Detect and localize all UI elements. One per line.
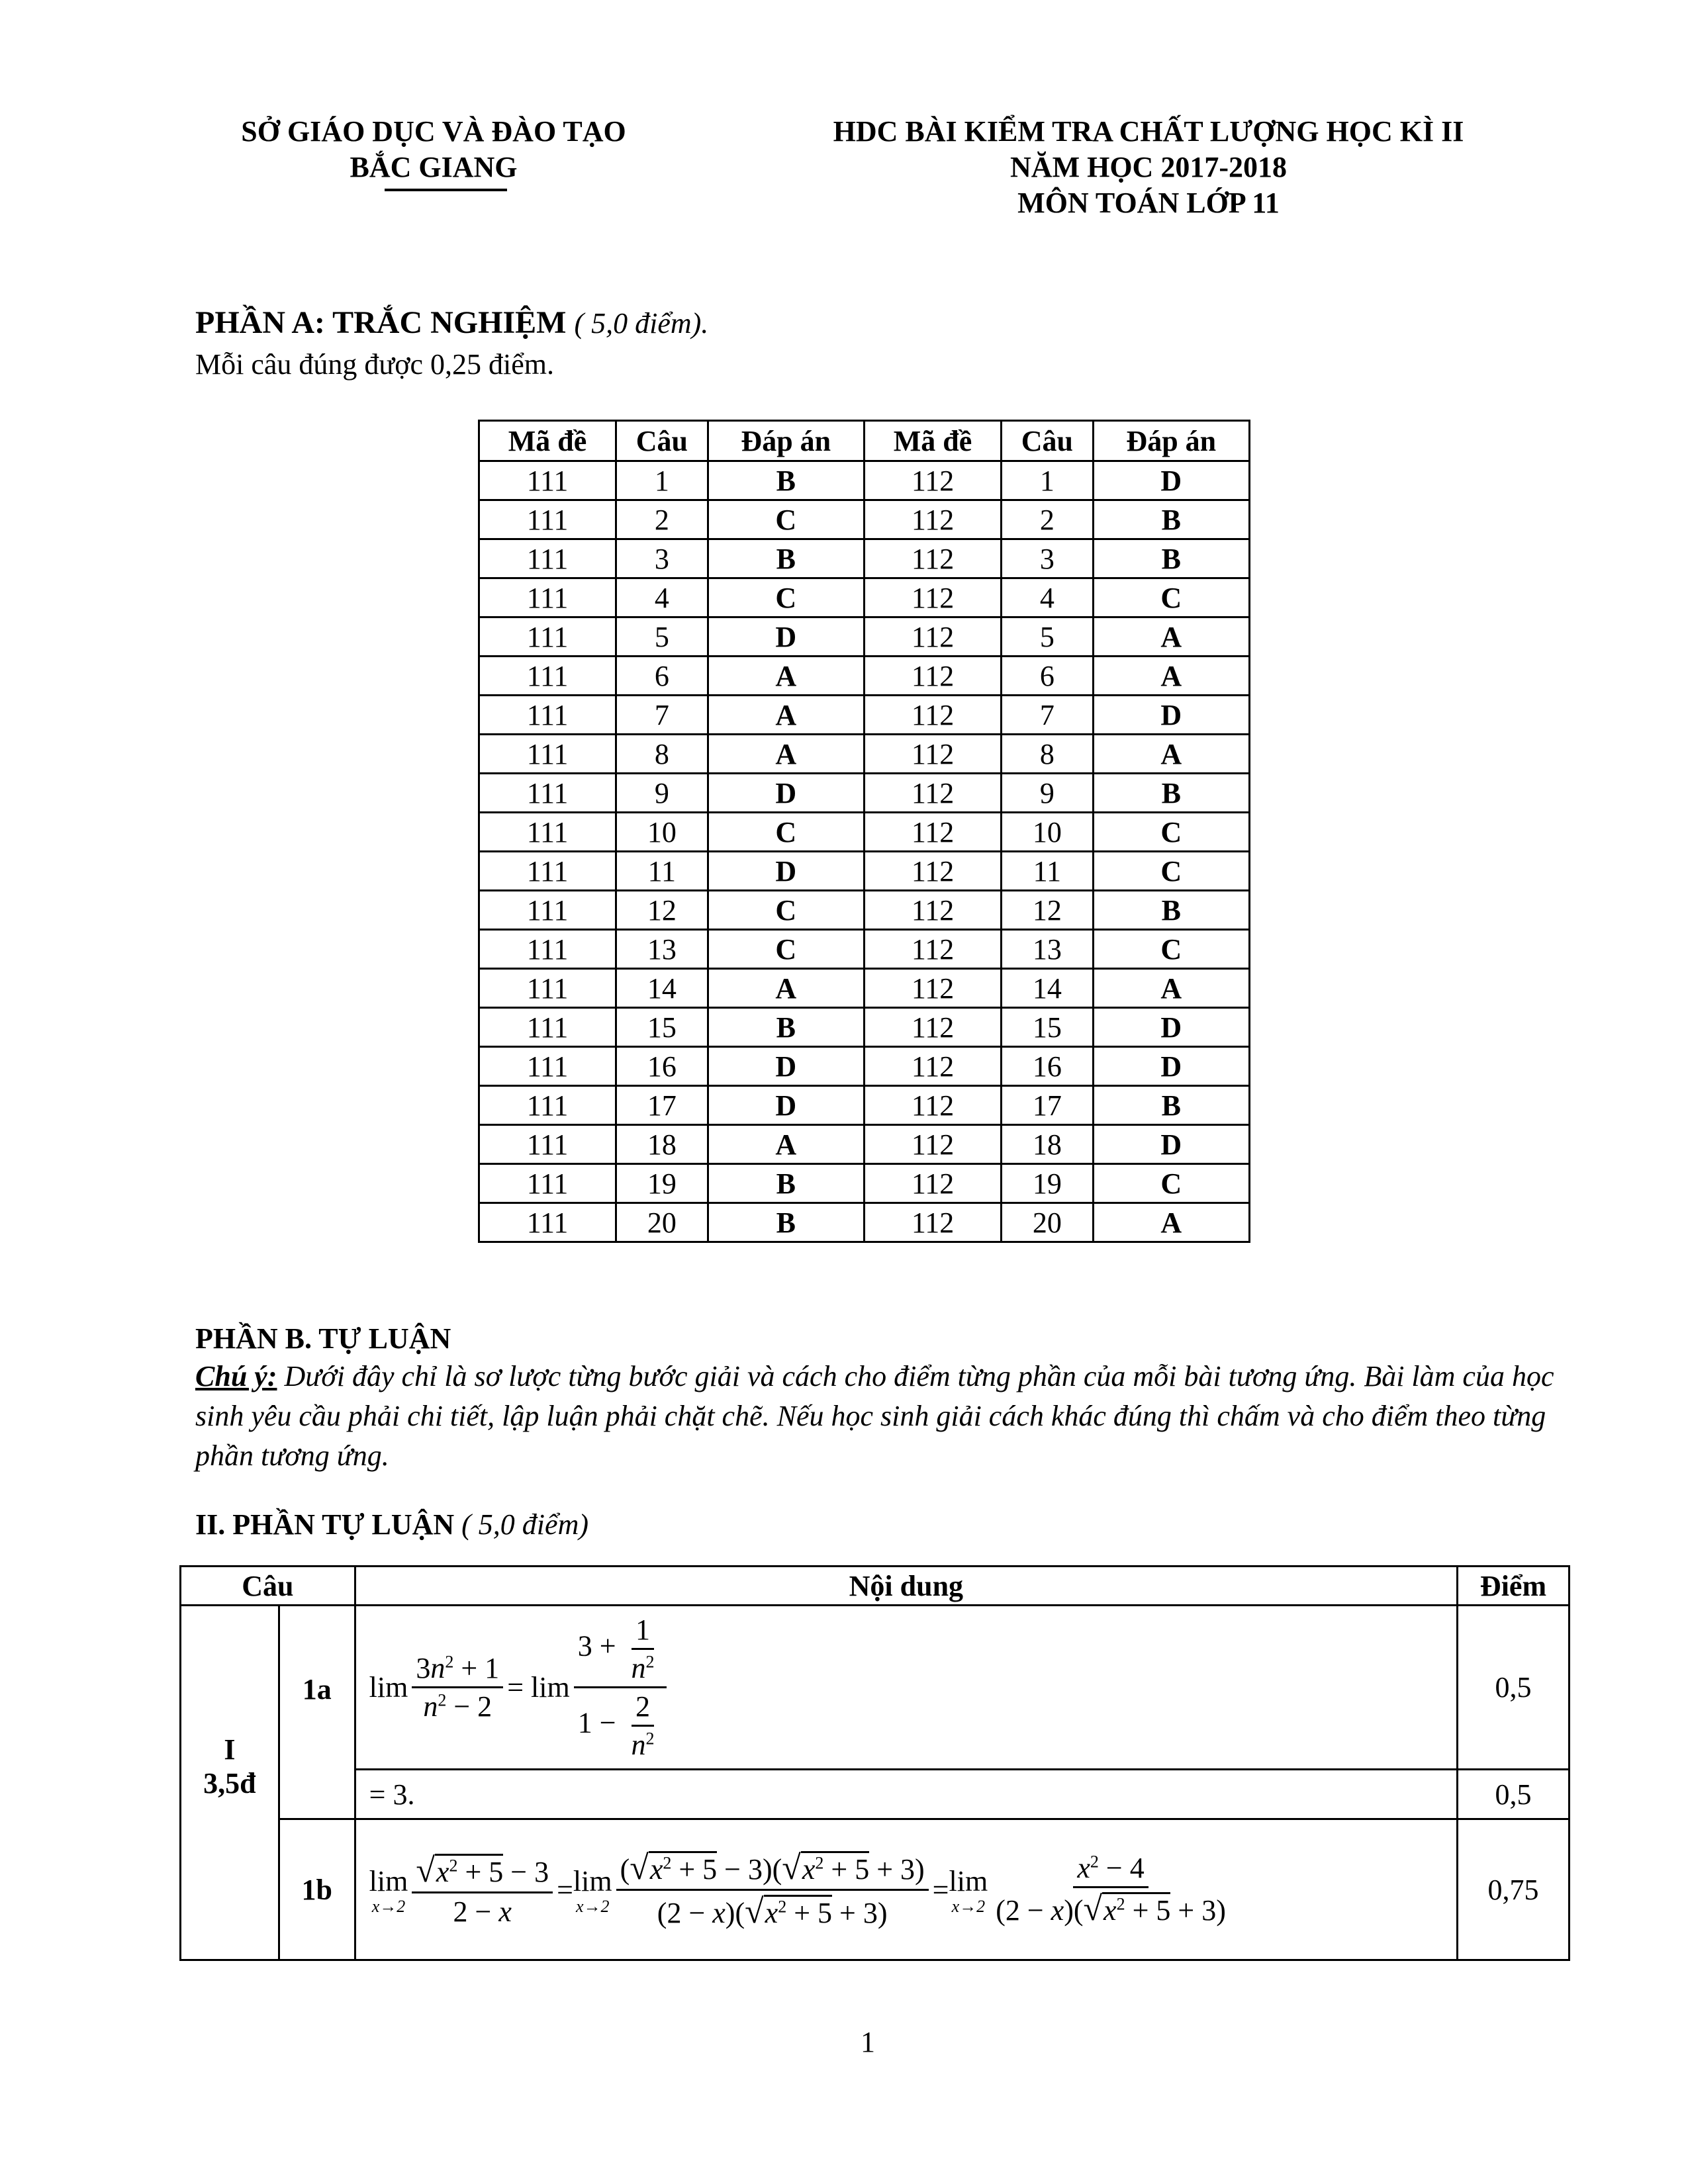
question-number: 4 (1002, 578, 1093, 617)
answer: A (708, 1125, 864, 1164)
school-year: NĂM HỌC 2017-2018 (1010, 151, 1287, 183)
table-row (479, 617, 1250, 657)
question-number: 17 (616, 1086, 708, 1125)
answer: C (1093, 1164, 1249, 1203)
question-number: 7 (1002, 696, 1093, 735)
answer: C (708, 930, 864, 969)
part-b-title: PHẦN B. TỰ LUẬN (195, 1322, 451, 1355)
table-row (479, 852, 1250, 891)
exam-code: 112 (864, 1008, 1001, 1047)
table-row (479, 657, 1250, 696)
answer: C (1093, 578, 1249, 617)
answer: A (708, 657, 864, 696)
question-number: 5 (1002, 617, 1093, 657)
table-row (479, 461, 1250, 500)
part-ii-points: ( 5,0 điểm) (461, 1508, 588, 1541)
table-row (479, 930, 1250, 969)
answer: D (1093, 1125, 1249, 1164)
exam-code: 111 (479, 578, 616, 617)
table-row (479, 969, 1250, 1008)
question-number: 11 (1002, 852, 1093, 891)
exam-code: 112 (864, 852, 1001, 891)
grading-note (195, 1357, 1592, 1476)
exam-code: 111 (479, 1047, 616, 1086)
column-header: Mã đề (864, 421, 1001, 461)
subquestion-label: 1a (279, 1606, 355, 1819)
exam-code: 111 (479, 852, 616, 891)
col-question: Câu (181, 1567, 355, 1606)
answer: B (1093, 539, 1249, 578)
question-number: 20 (616, 1203, 708, 1242)
question-number: 19 (616, 1164, 708, 1203)
exam-code: 111 (479, 891, 616, 930)
exam-code: 111 (479, 813, 616, 852)
question-number: 7 (616, 696, 708, 735)
question-number: 20 (1002, 1203, 1093, 1242)
answer: B (708, 1008, 864, 1047)
question-number: 16 (1002, 1047, 1093, 1086)
question-number: 11 (616, 852, 708, 891)
answer: D (708, 852, 864, 891)
table-row (479, 1008, 1250, 1047)
exam-code: 112 (864, 813, 1001, 852)
exam-code: 112 (864, 1203, 1001, 1242)
exam-title (814, 114, 1483, 221)
answer: D (1093, 1047, 1249, 1086)
table-row (479, 539, 1250, 578)
exam-code: 111 (479, 969, 616, 1008)
question-number: 3 (1002, 539, 1093, 578)
subject-grade: MÔN TOÁN LỚP 11 (1017, 187, 1280, 219)
exam-code: 112 (864, 1047, 1001, 1086)
exam-code: 111 (479, 539, 616, 578)
question-number: 4 (616, 578, 708, 617)
col-points: Điểm (1458, 1567, 1570, 1606)
exam-code: 112 (864, 891, 1001, 930)
question-number: 12 (1002, 891, 1093, 930)
question-number: 10 (616, 813, 708, 852)
header-underline (385, 189, 507, 191)
part-a-title (195, 304, 708, 341)
exam-code: 111 (479, 1008, 616, 1047)
essay-header (181, 1567, 1570, 1606)
table-row (479, 1164, 1250, 1203)
table-row (181, 1770, 1570, 1819)
col-content: Nội dung (355, 1567, 1457, 1606)
exam-code: 111 (479, 1125, 616, 1164)
column-header: Đáp án (708, 421, 864, 461)
exam-code: 112 (864, 1086, 1001, 1125)
exam-code: 112 (864, 500, 1001, 539)
question-number: 14 (1002, 969, 1093, 1008)
question-number: 6 (616, 657, 708, 696)
question-score: 3,5đ (203, 1766, 256, 1799)
exam-code: 111 (479, 500, 616, 539)
column-header: Mã đề (479, 421, 616, 461)
answer: A (1093, 657, 1249, 696)
question-number: 2 (616, 500, 708, 539)
exam-code: 111 (479, 696, 616, 735)
exam-code: 112 (864, 735, 1001, 774)
question-number: 2 (1002, 500, 1093, 539)
answer: B (708, 539, 864, 578)
answer: B (1093, 500, 1249, 539)
exam-code: 112 (864, 617, 1001, 657)
question-number: 18 (616, 1125, 708, 1164)
answer: C (708, 813, 864, 852)
exam-code: 111 (479, 657, 616, 696)
answer: C (1093, 852, 1249, 891)
part-a-heading: PHẦN A: TRẮC NGHIỆM (195, 305, 567, 340)
page-number: 1 (861, 2026, 875, 2058)
answer: B (1093, 891, 1249, 930)
answer: D (708, 617, 864, 657)
exam-code: 111 (479, 1086, 616, 1125)
column-header: Đáp án (1093, 421, 1249, 461)
question-number: 13 (1002, 930, 1093, 969)
question-number: 14 (616, 969, 708, 1008)
exam-code: 112 (864, 1164, 1001, 1203)
part-a-points: ( 5,0 điểm). (574, 307, 709, 340)
question-number: 15 (616, 1008, 708, 1047)
question-number: 8 (616, 735, 708, 774)
exam-code: 112 (864, 930, 1001, 969)
exam-code: 112 (864, 696, 1001, 735)
exam-code: 111 (479, 461, 616, 500)
essay-grading-table (179, 1565, 1570, 1961)
answer: A (708, 735, 864, 774)
answer: A (1093, 1203, 1249, 1242)
exam-code: 112 (864, 1125, 1001, 1164)
answer: C (708, 578, 864, 617)
subquestion-label: 1b (279, 1819, 355, 1960)
question-cell (181, 1606, 279, 1960)
formula-1a: lim $\frac{3n^2 + 1}{n^2 - 2}$ = lim 3 + $\frac{1}{n^2}$ 1 − $\frac{2}{n^2}$ (369, 1613, 671, 1762)
content-cell (355, 1819, 1457, 1960)
content-cell: = 3. (355, 1770, 1457, 1819)
answer: C (1093, 813, 1249, 852)
question-number: 12 (616, 891, 708, 930)
part-ii-heading: II. PHẦN TỰ LUẬN (195, 1508, 455, 1541)
question-number: 9 (1002, 774, 1093, 813)
exam-code: 112 (864, 657, 1001, 696)
exam-code: 111 (479, 774, 616, 813)
question-number: 17 (1002, 1086, 1093, 1125)
answer: C (1093, 930, 1249, 969)
exam-code: 112 (864, 461, 1001, 500)
answer: C (708, 891, 864, 930)
answer: A (708, 696, 864, 735)
table-row (479, 1125, 1250, 1164)
answer: D (1093, 1008, 1249, 1047)
exam-code: 112 (864, 539, 1001, 578)
table-row (479, 774, 1250, 813)
column-header: Câu (1002, 421, 1093, 461)
table-row (479, 891, 1250, 930)
formula-1b: lim x→2 $\frac{√x^2 + 5 - 3}{2 - x}$ = lim x→2 $\frac{(√x^2 + 5 - 3)(√x^2 + 5 + 3)}{(2 - x)(√x^2 + 5 + 3)}$ = lim x→2 $\frac{x^2 - 4}{(2 - x)(√x^2 + 5 + 3)}$ (369, 1848, 1226, 1931)
content-cell (355, 1606, 1457, 1770)
question-number: 3 (616, 539, 708, 578)
note-text: Dưới đây chỉ là sơ lược từng bước giải và cách cho điểm từng phần của mỗi bài tương ứng. Bài làm của học sinh yêu cầu phải chi tiết, lập luận phải chặt chẽ. Nếu học sinh giải cách khác đúng thì chấm và cho điểm theo từng phần tương ứng. (195, 1360, 1554, 1472)
answer: B (708, 1164, 864, 1203)
answer: A (708, 969, 864, 1008)
question-label: I (224, 1733, 236, 1766)
exam-code: 111 (479, 617, 616, 657)
part-ii-title (195, 1508, 588, 1541)
answer: A (1093, 617, 1249, 657)
answer: D (1093, 696, 1249, 735)
exam-code: 112 (864, 774, 1001, 813)
exam-title-line: HDC BÀI KIỂM TRA CHẤT LƯỢNG HỌC KÌ II (833, 115, 1464, 148)
answer: D (1093, 461, 1249, 500)
question-number: 9 (616, 774, 708, 813)
answer: A (1093, 969, 1249, 1008)
question-number: 10 (1002, 813, 1093, 852)
table-row (479, 1047, 1250, 1086)
exam-code: 111 (479, 1203, 616, 1242)
table-row (479, 696, 1250, 735)
table-row (479, 735, 1250, 774)
table-row (479, 813, 1250, 852)
table-row (479, 578, 1250, 617)
question-number: 18 (1002, 1125, 1093, 1164)
answer: B (708, 461, 864, 500)
answer: D (708, 774, 864, 813)
question-number: 8 (1002, 735, 1093, 774)
points-value: 0,5 (1458, 1770, 1570, 1819)
answer: D (708, 1086, 864, 1125)
exam-code: 112 (864, 969, 1001, 1008)
answer: D (708, 1047, 864, 1086)
table-row (479, 1203, 1250, 1242)
department-line: SỞ GIÁO DỤC VÀ ĐÀO TẠO (241, 115, 626, 148)
answer: A (1093, 735, 1249, 774)
question-number: 1 (1002, 461, 1093, 500)
answer: B (1093, 1086, 1249, 1125)
question-number: 19 (1002, 1164, 1093, 1203)
question-number: 1 (616, 461, 708, 500)
department-name (185, 114, 682, 185)
question-number: 16 (616, 1047, 708, 1086)
points-value: 0,5 (1458, 1606, 1570, 1770)
question-number: 15 (1002, 1008, 1093, 1047)
note-label: Chú ý: (195, 1360, 277, 1392)
table-row (479, 500, 1250, 539)
column-header: Câu (616, 421, 708, 461)
table-row (181, 1606, 1570, 1770)
answer: B (708, 1203, 864, 1242)
part-a-subtitle: Mỗi câu đúng được 0,25 điểm. (195, 348, 555, 381)
exam-code: 111 (479, 735, 616, 774)
question-number: 5 (616, 617, 708, 657)
question-number: 13 (616, 930, 708, 969)
answer-key-table (478, 420, 1250, 1243)
points-value: 0,75 (1458, 1819, 1570, 1960)
answer-key-header (479, 421, 1250, 461)
question-number: 6 (1002, 657, 1093, 696)
province-line: BẮC GIANG (350, 151, 518, 183)
exam-code: 111 (479, 930, 616, 969)
exam-code: 111 (479, 1164, 616, 1203)
table-row (181, 1819, 1570, 1960)
table-row (479, 1086, 1250, 1125)
exam-code: 112 (864, 578, 1001, 617)
answer: B (1093, 774, 1249, 813)
answer: C (708, 500, 864, 539)
